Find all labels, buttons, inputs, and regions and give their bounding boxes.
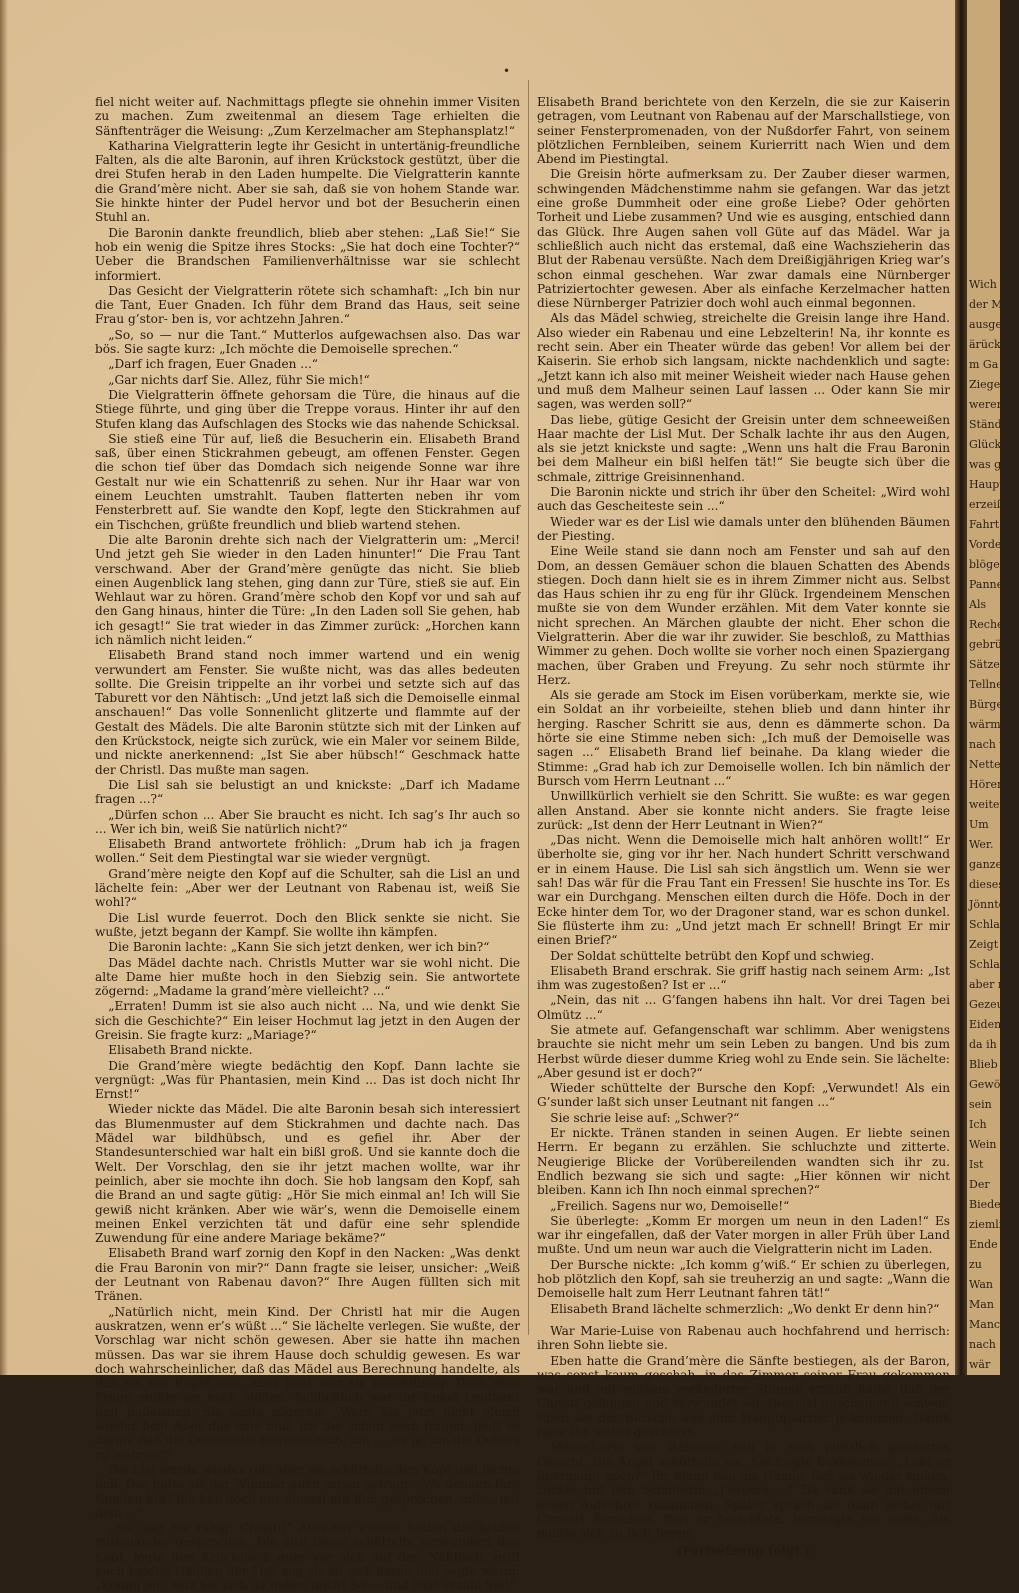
paragraph: Sie schrie leise auf: „Schwer?“ bbox=[550, 1110, 740, 1125]
adjacent-page-fragment: was g bbox=[969, 458, 1002, 471]
paragraph: Elisabeth Brand stand noch immer wartend und ein wenig verwundert am Fenster. Sie wußte nicht, was das alles bedeuten sollte. Die Greisin trippelte an ihr vorbei und setzte sich auf das Taburett vor den Nähtisch: „Und jetzt laß sich die Demoiselle einmal anschauen!“ Das volle Sonnenlicht glitzerte und flammte auf der Gestalt des Mädels. Die alte Baronin stützte sich mit der Linken auf den Krückstock, neigte sich zurück, wie ein Maler vor seinem Bilde, und nickte anerkennend: „Ist Sie aber hübsch!“ Geschmack hatte der Christl. Das mußte man sagen. bbox=[95, 648, 520, 777]
adjacent-page-fragment: Wer. bbox=[969, 838, 994, 851]
adjacent-page-fragment: Man bbox=[969, 1298, 994, 1311]
adjacent-page-fragment: Jönnten bbox=[969, 898, 1013, 911]
paragraph: War Marie-Luise von Rabenau auch hochfahrend und herrisch: ihren Sohn liebte sie. bbox=[537, 1323, 950, 1353]
adjacent-page-fragment: Gewölb bbox=[969, 1078, 1011, 1091]
adjacent-page-fragment: Ständig bbox=[969, 418, 1013, 431]
paragraph: Unwillkürlich verhielt sie den Schritt. Sie wußte: es war gegen allen Anstand. Aber sie konnte nicht anders. Sie fragte leise zurück: „Ist denn der Herr Leutnant in Wien?“ bbox=[537, 789, 950, 832]
paragraph: Die Lisl wurde wieder rot. Aber sie schüttelte den Kopf und lachte hell. Das hatte sie der Wimmer auch schon gefragt. „Wo denken Ihro Gnaden hin? Ich hab doch nur einmal mit ihm gesprochen, mit ... mit dem ...“ bbox=[95, 1462, 520, 1520]
adjacent-page-fragment: Eiden bbox=[969, 1018, 1002, 1031]
paragraph: Der Soldat schüttelte betrübt den Kopf und schwieg. bbox=[550, 948, 875, 963]
paragraph: Als das Mädel schwieg, streichelte die Greisin lange ihre Hand. Also wieder ein Rabenau und eine Lebzelterin! Na, ihr konnte es recht sein. Aber ein Theater würde das geben! Vor allem bei der Kaiserin. Sie erhob sich langsam, nickte nachdenklich und sagte: „Jetzt kann ich also mit meiner Weisheit wieder nach Hause gehen und muß dem Malheur seinen Lauf lassen ... Oder kann Sie mir sagen, was werden soll?“ bbox=[537, 311, 950, 412]
adjacent-page-fragment: Bürger bbox=[969, 698, 1009, 711]
adjacent-page-fragment: Ich bbox=[969, 1118, 987, 1131]
paragraph: Elisabeth Brand berichtete von den Kerzeln, die sie zur Kaiserin getragen, vom Leutnant von Rabenau auf der Marschallstiege, von seiner Fensterpromenaden, von der Nußdorfer Fahrt, von seinem plötzlichen Fernbleiben, seinem Kurierritt nach Wien und dem Abend im Piestingtal. bbox=[537, 95, 950, 167]
adjacent-page-fragment: Rechen bbox=[969, 618, 1011, 631]
adjacent-page-fragment: wärmen bbox=[969, 718, 1015, 731]
continuation-marker: (Fortsetzung folgt.) bbox=[677, 1544, 810, 1559]
adjacent-page-fragment: Wich bbox=[969, 278, 997, 291]
adjacent-page-fragment: Wan bbox=[969, 1278, 993, 1291]
paragraph: Marie-Luise von Rabenau sah in sein plötzlich gealtertes Gesicht. Die Angst schüttelte sie. Sie fragte beklommen: „Lebt er überhaupt noch?“ Ihr Mann hob die Hände, ließ sie wieder sinken, zuckte mit den Schultern: „J’espère ...“ Da sank sie mit einem leisen Aufschrei zusammen. Später sprach sie dann selbst mit Christls Burschen. Was er berichtete, beruhigte sie nicht. Sie mußte sich zu Bett legen. bbox=[537, 1440, 950, 1541]
paragraph: „Darf ich fragen, Euer Gnaden ...“ bbox=[108, 357, 318, 372]
paragraph: Die Lisl sah sie belustigt an und knickste: „Darf ich Madame fragen ...?“ bbox=[95, 777, 520, 807]
paragraph: „Freilich. Sagens nur wo, Demoiselle!“ bbox=[550, 1198, 790, 1213]
paragraph: Als sie gerade am Stock im Eisen vorüberkam, merkte sie, wie ein Soldat an ihr vorbeieilte, stehen blieb und dann hinter ihr herging. Rascher Schritt sie aus, denn es dämmerte schon. Da hörte sie eine Stimme neben sich: „Ich muß der Demoiselle was sagen ...“ Elisabeth Brand lief beinahe. Da klang wieder die Stimme: „Grad hab ich zur Demoiselle wollen. Ich bin nämlich der Bursch vom Herrn Leutnant ...“ bbox=[537, 688, 950, 788]
adjacent-page-fragment: der Mo bbox=[969, 298, 1010, 311]
adjacent-page-fragment: werende bbox=[969, 398, 1018, 411]
page-edge-shadow bbox=[0, 0, 8, 1375]
paragraph: „Natürlich nicht, mein Kind. Der Christl hat mir die Augen auskratzen, wenn er’s wüßt ...“ Sie lächelte verlegen. Sie wußte, der Vorschlag war nicht schön gewesen. Aber sie hatte ihn machen müssen. Das war sie ihrem Hause doch schuldig gewesen. Es war doch wahrscheinlicher, daß das Mädel aus Berechnung handelte, als daß sie ein Engel war. Aber jetzt war sie unschlüssig. Doch eine Frage mußte sie noch stellen. Schließlich war ihr Enkel Leutnant und pudelsung. Sie sagte zögernd: „Werd Sie jetzt nicht gleich wieder bös! Aber das eine muß ich Sie schon noch fragen: liegt es daran, daß die Demoiselle heiraten muß, um ..., na ja, um die Dehors zu wahren?“ bbox=[95, 1304, 520, 1462]
paragraph: Elisabeth Brand lächelte schmerzlich: „Wo denkt Er denn hin?“ bbox=[550, 1301, 940, 1316]
paragraph: Sie überlegte: „Komm Er morgen um neun in den Laden!“ Es war ihr eingefallen, daß der Vater morgen in aller Früh über Land mußte. Und um neun war auch die Vielgratterin nicht im Laden. bbox=[537, 1213, 950, 1257]
adjacent-page-fragment: nach vo bbox=[969, 738, 1013, 751]
adjacent-page-fragment: Pannen bbox=[969, 578, 1011, 591]
adjacent-page-fragment: Hören bbox=[969, 778, 1005, 791]
paragraph: „So, so — nur die Tant.“ Mutterlos aufgewachsen also. Das war bös. Sie sagte kurz: „Ich möchte die Demoiselle sprechen.“ bbox=[95, 327, 520, 357]
adjacent-page-fragment: Haupt, bbox=[969, 478, 1008, 491]
adjacent-page-fragment: wehrte bbox=[969, 1438, 1009, 1451]
paragraph: Die Grand’mère wiegte bedächtig den Kopf. Dann lachte sie vergnügt: „Was für Phantasien, mein Kind ... Das ist doch nicht Ihr Ernst!“ bbox=[95, 1058, 520, 1102]
paragraph: Elisabeth Brand antwortete fröhlich: „Drum hab ich ja fragen wollen.“ Seit dem Piestingtal war sie wieder vergnügt. bbox=[95, 837, 520, 866]
paragraph: Die Lisl wurde feuerrot. Doch den Blick senkte sie nicht. Sie wußte, jetzt begann der Kampf. Sie wollte ihn kämpfen. bbox=[95, 910, 520, 939]
adjacent-page-fragment: Blieb bbox=[969, 1058, 998, 1071]
adjacent-page-fragment: Vorde bbox=[969, 538, 1002, 551]
paragraph: Die Baronin nickte und strich ihr über den Scheitel: „Wird wohl auch das Gescheiteste sein ...“ bbox=[537, 485, 950, 514]
paragraph: „Nein, das nit ... G’fangen habens ihn halt. Vor drei Tagen bei Olmütz ...“ bbox=[537, 993, 950, 1022]
paragraph: „Erraten! Dumm ist sie also auch nicht ... Na, und wie denkt Sie sich die Geschichte?“ Ein leiser Hochmut lag jetzt in den Augen der Greisin. Sie fragte kurz: „Mariage?“ bbox=[95, 999, 520, 1042]
adjacent-page-fragment: Der bbox=[969, 1178, 990, 1191]
adjacent-page-fragment: Ist bbox=[969, 1158, 984, 1171]
paragraph: Grand’mère neigte den Kopf auf die Schulter, sah die Lisl an und lächelte fein: „Aber wer der Leutnant von Rabenau ist, weiß Sie wohl?“ bbox=[95, 866, 520, 910]
adjacent-page-fragment: Sätze bbox=[969, 658, 1000, 671]
adjacent-page-fragment: dieses bbox=[969, 878, 1004, 891]
adjacent-page-fragment: ausgel bbox=[969, 318, 1006, 331]
paragraph: Die Greisin hörte aufmerksam zu. Der Zauber dieser warmen, schwingenden Mädchenstimme nahm sie gefangen. War das jetzt eine große Dummheit oder eine große Liebe? Oder gehörten Torheit und Liebe zusammen? Und wie es ausging, entschied dann das Glück. Ihre Augen sahen voll Güte auf das Mädel. War ja schließlich auch nicht das erstemal, daß eine Wachszieherin das Blut der Rabenau versüßte. Nach dem Dreißigjährigen Krieg war’s schon einmal geschehen. War zwar damals eine Nürnberger Patriziertochter gewesen. Aber als einfache Kerzelmacher hatten diese Nürnberger Patrizier doch wohl auch einmal begonnen. bbox=[537, 167, 950, 311]
paragraph: Wieder schüttelte der Bursche den Kopf: „Verwundet! Als ein G’sunder laßt sich unser Leutnant nit fangen ...“ bbox=[537, 1081, 950, 1110]
paragraph: Wieder war es der Lisl wie damals unter den blühenden Bäumen der Piesting. bbox=[537, 514, 950, 543]
adjacent-page-fragment: Als bbox=[969, 598, 987, 611]
adjacent-page-fragment: Schlage bbox=[969, 958, 1014, 971]
adjacent-page-fragment: blöger bbox=[969, 558, 1005, 571]
adjacent-page-fragment: da ih bbox=[969, 1038, 997, 1051]
paragraph: Eine Weile stand sie dann noch am Fenster und sah auf den Dom, an dessen Gemäuer schon die blauen Schatten des Abends stiegen. Doch dann hielt sie es in ihrem Zimmer nicht aus. Selbst das Haus schien ihr zu eng für ihr Glück. Irgendeinem Menschen mußte sie von dem Wunder erzählen. Mit dem Vater konnte sie nicht sprechen. An Märchen glaubte der nicht. Eher schon die Vielgratterin. Aber die war ihr zuwider. Sie beschloß, zu Matthias Wimmer zu gehen. Doch wollte sie vorher noch einen Spaziergang machen, über Graben und Freyung. Zu sehr noch stürmte ihr Herz. bbox=[537, 544, 950, 687]
adjacent-page-fragment: gebrüll bbox=[969, 638, 1009, 651]
adjacent-page-fragment: Wein bbox=[969, 1138, 997, 1151]
paragraph: Sie stieß eine Tür auf, ließ die Besucherin ein. Elisabeth Brand saß, über einen Stickrahmen gebeugt, am offenen Fenster. Gegen die schon tief über das Domdach sich neigende Sonne war ihre Gestalt nur wie ein Schattenriß zu sehen. Nur ihr Haar war von einem Leuchten umstrahlt. Tauben flatterten neben ihr vom Fensterbrett auf. Sie wandte den Kopf, legte den Stickrahmen auf ein Tischchen, grüßte freundlich und blieb wartend stehen. bbox=[95, 431, 520, 532]
adjacent-page-fragment: Manche bbox=[969, 1318, 1014, 1331]
paragraph: Das Gesicht der Vielgratterin rötete sich schamhaft: „Ich bin nur die Tant, Euer Gnaden. Ich führ dem Brand das Haus, seit seine Frau g’stor- ben is, vor achtzehn Jahren.“ bbox=[95, 283, 520, 327]
adjacent-page-fragment: zu bbox=[969, 1258, 982, 1271]
page-mark: • bbox=[503, 64, 511, 78]
adjacent-page-fragment: Ende bbox=[969, 1238, 998, 1251]
paragraph: Die Baronin dankte freundlich, blieb aber stehen: „Laß Sie!“ Sie hob ein wenig die Spitze ihres Stocks: „Sie hat doch eine Tochter?“ Ueber die Brandschen Familienverhältnisse war sie schlecht informiert. bbox=[95, 225, 520, 283]
paragraph: „Das nicht. Wenn die Demoiselle mich halt anhören wollt!“ Er überholte sie, ging vor ihr her. Nach hundert Schritt verschwand er in einem Hause. Die Lisl sah sich ängstlich um. Wenn sie wer sah! Das wär für die Frau Tant ein Fressen! Sie huschte ins Tor. Es war ein Durchgang. Menschen eilten durch die Höfe. Doch in der Ecke hinter dem Tor, wo der Dragoner stand, war es schon dunkel. Sie flüsterte ihm zu: „Und jetzt mach Er schnell! Bringt Er mir einen Brief?“ bbox=[537, 833, 950, 948]
paragraph: Das Mädel dachte nach. Christls Mutter war sie wohl nicht. Die alte Dame hier mußte hoch in den Siebzig sein. Sie antwortete zögernd: „Madame la grand’mère vielleicht? ...“ bbox=[95, 955, 520, 999]
adjacent-page-fragment: Wegner bbox=[969, 1418, 1012, 1431]
paragraph: Wieder nickte das Mädel. Die alte Baronin besah sich interessiert das Blumenmuster auf dem Stickrahmen und dachte nach. Das Mädel war bildhübsch, und es gefiel ihr. Aber der Standesunterschied war halt ein bißl groß. Und sie kannte doch die Welt. Der Vorschlag, den sie ihr jetzt machen wollte, war ihr peinlich, aber sie mochte ihn doch. Sie hob langsam den Kopf, sah die Brand an und sagte gütig: „Hör Sie mich einmal an! Ich will Sie gewiß nicht kränken. Aber wie wär’s, wenn die Demoiselle einem meinen Enkel verzichten tät und dafür eine sehr splendide Zuwendung für eine andere Mariage bekäme?“ bbox=[95, 1102, 520, 1246]
adjacent-page-fragment: weine bbox=[969, 1378, 1003, 1391]
paragraph: Das liebe, gütige Gesicht der Greisin unter dem schneeweißen Haar machte der Lisl Mut. Der Schalk lachte ihr aus den Augen, als sie jetzt knickste und sagte: „Wenn uns halt die Frau Baronin bei dem Malheur ein bißl helfen tät!“ Sie beugte sich über die schmale, zittrige Greisinnenhand. bbox=[537, 412, 950, 484]
paragraph: „Na, sag Sie ruhig: Christl!“ Also nur einmal hatten die beiden miteinander gesprochen. Die alte Dame schüttelte verwundert den Kopf, legte den Krückstock quer vor sich auf den Nähtisch, griff nach beiden Händen der Lisl, zog sie zu sich heran und sagte warm: „Komm Sie, setz Sie sich da neben mich! So — und jetzt erzähl Sie!“ bbox=[95, 1521, 520, 1593]
adjacent-page-fragment: Schlag bbox=[969, 918, 1007, 931]
left-text-column bbox=[95, 95, 520, 1593]
adjacent-page-fragment: Tellner bbox=[969, 678, 1008, 691]
adjacent-page-fragment: Ziegen bbox=[969, 378, 1008, 391]
adjacent-page-fragment: ärückt bbox=[969, 338, 1006, 351]
adjacent-page-fragment: Um bbox=[969, 818, 989, 831]
adjacent-page-fragment: erzeiß bbox=[969, 498, 1004, 511]
paragraph: Elisabeth Brand warf zornig den Kopf in den Nacken: „Was denkt die Frau Baronin von mir?“ Dann fragte sie leiser, unsicher: „Weiß der Leutnant von Rabenau davon?“ Ihre Augen füllten sich mit Tränen. bbox=[95, 1246, 520, 1304]
adjacent-page-fragment: Gezeuge bbox=[969, 998, 1018, 1011]
paragraph: Die alte Baronin drehte sich nach der Vielgratterin um: „Merci! Und jetzt geh Sie wieder in den Laden hinunter!“ Die Frau Tant verschwand. Aber der Grand’mère genügte das nicht. Sie blieb einen Augenblick lang stehen, ging dann zur Türe, stieß sie auf. Ein Wehlaut war zu hören. Grand’mère schob den Kopf vor und sah auf den Gang hinaus, hinter die Türe: „In den Laden soll Sie gehen, hab ich gesagt!“ Sie trat wieder in das Zimmer zurück: „Horchen kann ich nämlich nicht leiden.“ bbox=[95, 532, 520, 647]
paragraph: Der Bursche nickte: „Ich komm g’wiß.“ Er schien zu überlegen, hob plötzlich den Kopf, sah sie treuherzig an und sagte: „Wann die Demoiselle halt zum Herr Leutnant fahren tät!“ bbox=[537, 1257, 950, 1301]
adjacent-page-fragment: ganze bbox=[969, 858, 1002, 871]
column-divider bbox=[528, 80, 529, 1335]
paragraph: Elisabeth Brand nickte. bbox=[108, 1043, 253, 1058]
adjacent-page-fragment: Fahrt bbox=[969, 518, 1000, 531]
paragraph: Elisabeth Brand erschrak. Sie griff hastig nach seinem Arm: „Ist ihm was zugestoßen? Ist er ...“ bbox=[537, 963, 950, 993]
adjacent-page-fragment: Bieden bbox=[969, 1198, 1008, 1211]
right-text-column bbox=[537, 95, 950, 1559]
adjacent-page-fragment: Glück. bbox=[969, 438, 1005, 451]
adjacent-page-edge bbox=[967, 0, 1019, 1471]
paragraph: Sie atmete auf. Gefangenschaft war schlimm. Aber wenigstens brauchte sie nicht mehr um sein Leben zu bangen. Und bis zum Herbst würde dieser dumme Krieg wohl zu Ende sein. Sie lächelte: „Aber gesund ist er doch?“ bbox=[537, 1023, 950, 1080]
adjacent-page-fragment: Zeigt bbox=[969, 938, 999, 951]
paragraph: Die Vielgratterin öffnete gehorsam die Türe, die hinaus auf die Stiege führte, und ging über die Treppe voraus. Hinter ihr auf den Stufen klang das Aufschlagen des Stocks wie das nahende Schicksal. bbox=[95, 387, 520, 431]
adjacent-page-fragment: wär bbox=[969, 1358, 991, 1371]
paragraph: „Dürfen schon ... Aber Sie braucht es nicht. Ich sag’s Ihr auch so ... Wer ich bin, weiß Sie natürlich nicht?“ bbox=[95, 807, 520, 836]
adjacent-page-fragment: Den bbox=[969, 1458, 992, 1471]
adjacent-page-fragments bbox=[967, 275, 1019, 1475]
adjacent-page-fragment: ziemlich bbox=[969, 1218, 1016, 1231]
adjacent-page-fragment: aber ne bbox=[969, 978, 1012, 991]
adjacent-page-fragment: sein bbox=[969, 1098, 992, 1111]
binding-gutter bbox=[955, 0, 967, 1375]
paragraph: fiel nicht weiter auf. Nachmittags pflegte sie ohnehin immer Visiten zu machen. Zum zweitenmal an diesem Tage erhielten die Sänftenträger die Weisung: „Zum Kerzelmacher am Stephansplatz!“ bbox=[95, 95, 520, 138]
paragraph: Die Baronin lachte: „Kann Sie sich jetzt denken, wer ich bin?“ bbox=[108, 940, 490, 955]
adjacent-page-fragment: nach bbox=[969, 1338, 996, 1351]
paragraph: Eben hatte die Grand’mère die Sänfte bestiegen, als der Baron, was sonst kaum geschah, in das Zimmer seiner Frau gekommen war und mit seltsam veränderter Stimme erzählt hatte, daß der Christl gefangen und verwundet sei. Diesmal anscheinend schwer. Eben sei der Bursche aus dem Hauptquartier gekommen. Hadik habe ihn selbst geschickt. bbox=[537, 1353, 950, 1440]
adjacent-page-fragment: Netteller bbox=[969, 758, 1019, 771]
adjacent-page-fragment: m Ga bbox=[969, 358, 999, 371]
paragraph: Katharina Vielgratterin legte ihr Gesicht in untertänig-freundliche Falten, als die alte Baronin, auf ihren Krückstock gestützt, über die drei Stufen herab in den Laden humpelte. Die Vielgratterin kannte die Grand’mère nicht. Aber sie sah, daß sie von hohem Stande war. Sie hinkte hinter der Pudel hervor und bot der Besucherin einen Stuhl an. bbox=[95, 138, 520, 225]
adjacent-page-fragment: Die bbox=[969, 1398, 988, 1411]
paragraph: Er nickte. Tränen standen in seinen Augen. Er liebte seinen Herrn. Er begann zu erzählen. Sie schluchzte und zitterte. Neugierige Blicke der Vorübereilenden wandten sich ihr zu. Endlich bezwang sie sich und sagte: „Hier können wir nicht bleiben. Kann ich Ihn noch einmal sprechen?“ bbox=[537, 1126, 950, 1198]
paragraph: „Gar nichts darf Sie. Allez, führ Sie mich!“ bbox=[108, 372, 370, 387]
adjacent-page-fragment: weiten bbox=[969, 798, 1007, 811]
